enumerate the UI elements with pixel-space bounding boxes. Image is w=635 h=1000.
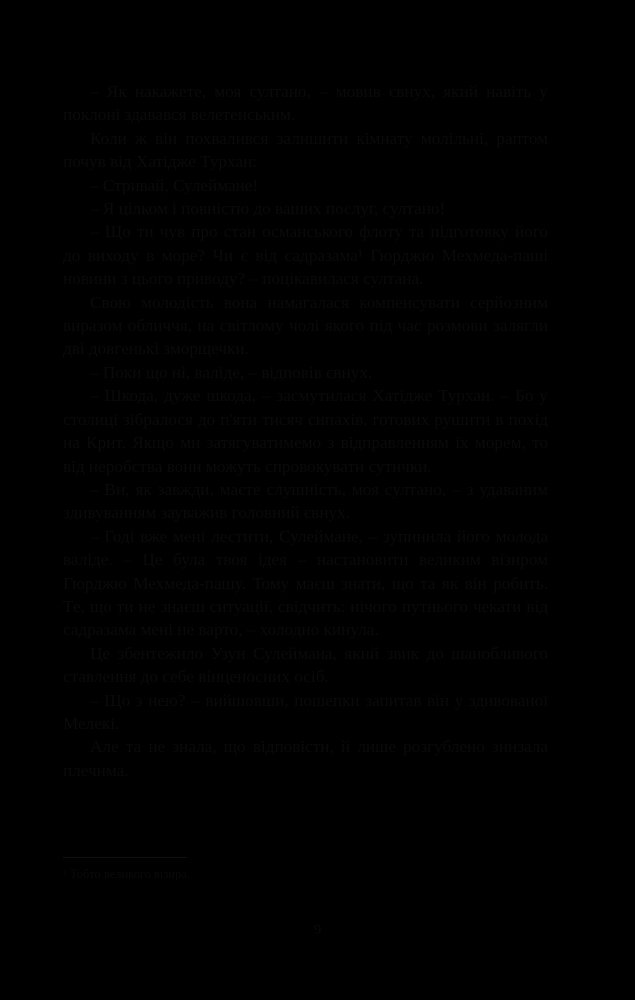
paragraph: Свою молодість вона намагалася компенсувати серйозним виразом обличчя, на світлому чолі якого під час розмови залягли дві довгенькі зморщечки. [63, 292, 548, 359]
paragraph: – Шкода, дуже шкода, – засмутилася Хатідже Турхан. – Бо у столиці зібралося до п'яти тисяч сипахів, готових рушити в похід на Крит. Якщо ми затягуватимемо з відправленням їх морем, то від неробства вони можуть спровокувати сутички. [63, 386, 548, 476]
paragraph: – Я цілком і повністю до ваших послуг, султано! [90, 199, 446, 219]
paragraph: Але та не знала, що відповісти, й лише розгублено знизала плечима. [63, 737, 548, 780]
paragraph: – Що ти чув про стан османського флоту та підготовку його до виходу в море? Чи є від садразама¹ Гюрджю Мехмеда-паші новини з цього приводу? – поцікавилася султана. [63, 222, 548, 289]
paragraph: – Ви, як завжди, маєте слушність, моя султано, – з удаваним здивуванням зауважив головний євнух. [63, 479, 548, 523]
body-text [63, 80, 548, 782]
paragraph: – Поки що ні, валіде, – відповів євнух. [90, 362, 373, 382]
footnote-area [63, 857, 548, 882]
paragraph: Це збентежило Узун Сулеймана, який звик до шанобливого ставлення до себе вінценосних осіб. [63, 643, 548, 687]
paragraph: – Як накажете, моя султано, – мовив євнух, який навіть у поклоні здавався велетенським. [63, 82, 548, 125]
footnote: ¹ Тобто великого візира. [63, 867, 190, 881]
page-number: 9 [313, 922, 322, 938]
paragraph: – Що з нею? – вийшовши, пошепки запитав він у здивованої Мелекі. [63, 690, 548, 733]
paragraph: – Годі вже мені лестити, Сулеймане, – зупинила його молода валіде. – Це була твоя ідея – настановити великим візиром Гюрджю Мехмеда-пашу. Тому маєш знати, що та як він робить. Те, що ти не знаєш ситуації, свідчить: нічого путнього чекати від садразама мені не варто, – холодно кинула. [63, 526, 548, 640]
paragraph: – Стривай, Сулеймане! [90, 175, 259, 195]
footnote-divider [63, 857, 187, 858]
paragraph: Коли ж він похвалився залишити кімнату молільні, раптом почув від Хатідже Турхан: [63, 128, 548, 172]
